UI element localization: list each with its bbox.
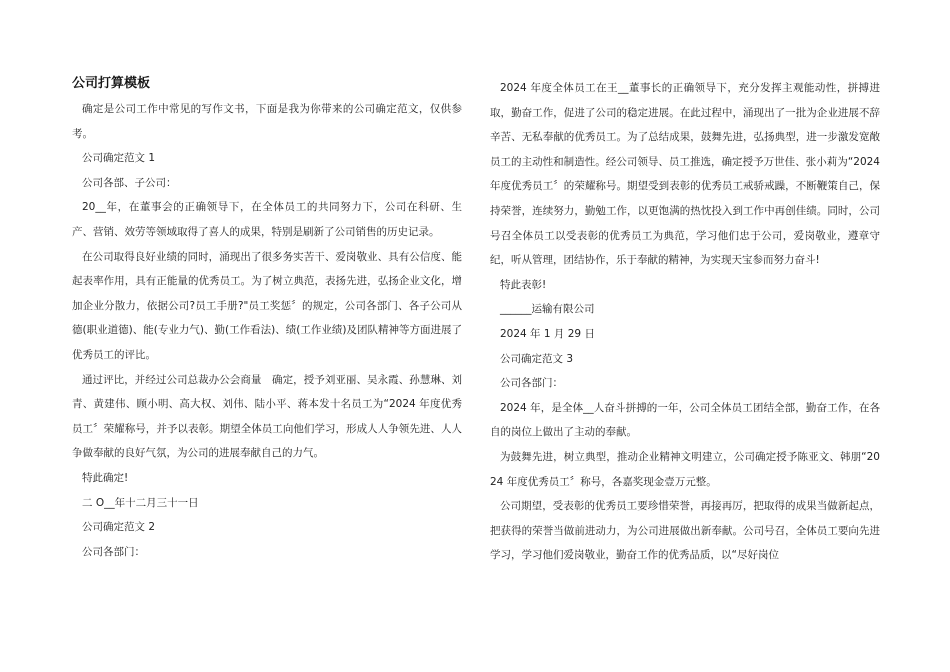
- sample-heading-1: 公司确定范文 1: [82, 152, 156, 165]
- salutation-1: 公司各部、子公司：: [82, 176, 177, 189]
- body-paragraph: 通过评比，并经过公司总裁办公会商量 确定，授予刘亚丽、吴永霞、孙慧琳、刘青、黄建伟、顾小明、高大权、刘伟、陆小平、蒋本发十名员工为“2024 年度优秀员工〞荣耀称号，并予以表彰。期望全体员工向他们学习，形成人人争领先进、人人争做奉献的良好气氛，为公司的进展奉献自己的力气。: [72, 373, 462, 460]
- body-paragraph: 公司期望，受表彰的优秀员工要珍惜荣誉，再接再厉，把取得的成果当做新起点，把获得的荣誉当做前进动力，为公司进展做出新奉献。公司号召，全体员工要向先进学习，学习他们爱岗敬业，勤奋工作的优秀品质，以“尽好岗位: [490, 500, 880, 562]
- body-paragraph: 为鼓舞先进，树立典型，推动企业精神文明建立，公司确定授予陈亚文、韩朋“2024 年度优秀员工〞称号，各嘉奖现金壹万元整。: [490, 450, 880, 488]
- closing-line: 特此确定!: [82, 471, 129, 484]
- salutation-3: 公司各部门：: [500, 377, 563, 390]
- body-paragraph: 2024 年，是全体__人奋斗拼搏的一年，公司全体员工团结全部，勤奋工作，在各自的岗位上做出了主动的奉献。: [490, 401, 880, 439]
- sample-heading-3: 公司确定范文 3: [500, 352, 574, 365]
- body-paragraph: 20__年，在董事会的正确领导下，在全体员工的共同努力下，公司在科研、生产、营销、效劳等领域取得了喜人的成果，特别是刷新了公司销售的历史记录。: [72, 201, 462, 238]
- body-paragraph: 在公司取得良好业绩的同时，涌现出了很多务实苦干、爱岗敬业、具有公信度、能起表率作用，具有正能量的优秀员工。为了树立典范，表扬先进，弘扬企业文化，增加企业分散力，依据公司?员工手册?"员工奖惩〞的规定，公司各部门、各子公司从德(职业道德)、能(专业力气)、勤(工作看法)、绩(工作业绩)及团队精神等方面进展了优秀员工的评比。: [72, 250, 462, 361]
- document-title: 公司打算模板: [72, 76, 151, 91]
- signature-company: ______运输有限公司: [500, 303, 595, 316]
- right-column: [490, 76, 880, 568]
- left-column: [72, 74, 462, 564]
- date-line: 二 O__年十二月三十一日: [82, 496, 199, 509]
- body-paragraph: 2024 年度全体员工在王__董事长的正确领导下，充分发挥主观能动性，拼搏进取，勤奋工作，促进了公司的稳定进展。在此过程中，涌现出了一批为企业进展不辞辛苦、无私奉献的优秀员工。为了总结成果，鼓舞先进，弘扬典型，进一步激发宽敞员工的主动性和制造性。经公司领导、员工推选，确定授予万世佳、张小莉为“2024 年度优秀员工〞的荣耀称号。期望受到表彰的优秀员工戒骄戒躁，不断鞭策自己，保持荣誉，连续努力，勤勉工作，以更饱满的热忱投入到工作中再创佳绩。同时，公司号召全体员工以受表彰的优秀员工为典范，学习他们忠于公司，爱岗敬业，遵章守纪，听从管理，团结协作，乐于奉献的精神，为实现天宝参而努力奋斗!: [490, 82, 880, 267]
- intro-paragraph: 确定是公司工作中常见的写作文书，下面是我为你带来的公司确定范文，仅供参考。: [72, 103, 462, 140]
- closing-line: 特此表彰!: [500, 278, 547, 291]
- salutation-2: 公司各部门：: [82, 545, 145, 558]
- sample-heading-2: 公司确定范文 2: [82, 521, 156, 534]
- date-line: 2024 年 1 月 29 日: [500, 327, 595, 340]
